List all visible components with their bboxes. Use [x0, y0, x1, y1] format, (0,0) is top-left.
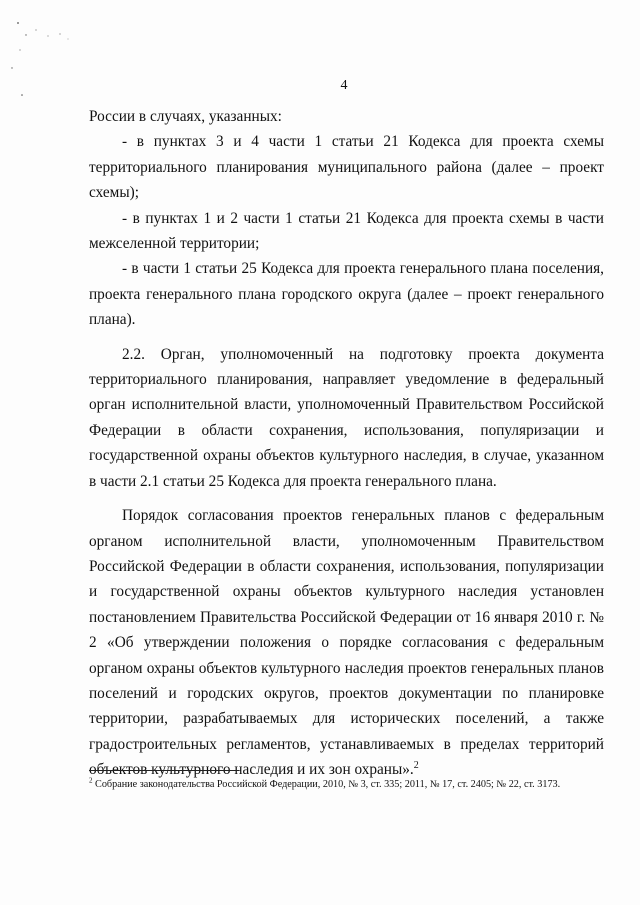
paragraph-section-2-2: 2.2. Орган, уполномоченный на подготовку проекта документа территориального планирования, направляет уведомление в федеральный орган исполнительной власти, уполномоченный Правительством Российской Федерации в области сохранения, использования, популяризации и государственной охраны объектов культурного наследия, в случае, указанном в части 2.1 статьи 25 Кодекса для проекта генерального плана.	[89, 345, 604, 490]
paragraph-approval-procedure	[89, 503, 604, 782]
list-item-intersettlement-territory: - в пунктах 1 и 2 части 1 статьи 21 Кодекса для проекта схемы в части межселенной территории;	[89, 209, 604, 253]
list-item-general-plan-project: - в части 1 статьи 25 Кодекса для проекта генерального плана поселения, проекта генерального плана городского округа (далее – проект генерального плана).	[89, 260, 604, 329]
scan-artifact-specks	[8, 20, 98, 110]
footnote	[89, 778, 604, 791]
paragraph-continuation: России в случаях, указанных:	[89, 108, 282, 125]
document-body	[89, 104, 604, 783]
page-number: 4	[340, 78, 348, 93]
approval-procedure-text: Порядок согласования проектов генеральных планов с федеральным органом исполнительной власти, уполномоченным Правительством Российской Федерации в области сохранения, использования, популяризации и государственной охраны объектов культурного наследия установлен постановлением Правительства Российской Федерации от 16 января 2010 г. № 2 «Об утверждении положения о порядке согласования с федеральным органом охраны объектов культурного наследия проектов генеральных планов поселений и городских округов, проектов документации по планировке территории, разрабатываемых для исторических поселений, а также градостроительных регламентов, устанавливаемых в пределах территорий объектов культурного наследия и их зон охраны».	[89, 507, 604, 779]
footnote-text: Собрание законодательства Российской Федерации, 2010, № 3, ст. 335; 2011, № 17, ст. 2405; № 22, ст. 3173.	[95, 779, 561, 790]
footnote-reference[interactable]: 2	[413, 760, 419, 772]
footnote-separator	[89, 770, 239, 771]
list-item-schema-project: - в пунктах 3 и 4 части 1 статьи 21 Кодекса для проекта схемы территориального планирования муниципального района (далее – проект схемы);	[89, 133, 604, 202]
footnote-marker: 2	[89, 776, 93, 785]
